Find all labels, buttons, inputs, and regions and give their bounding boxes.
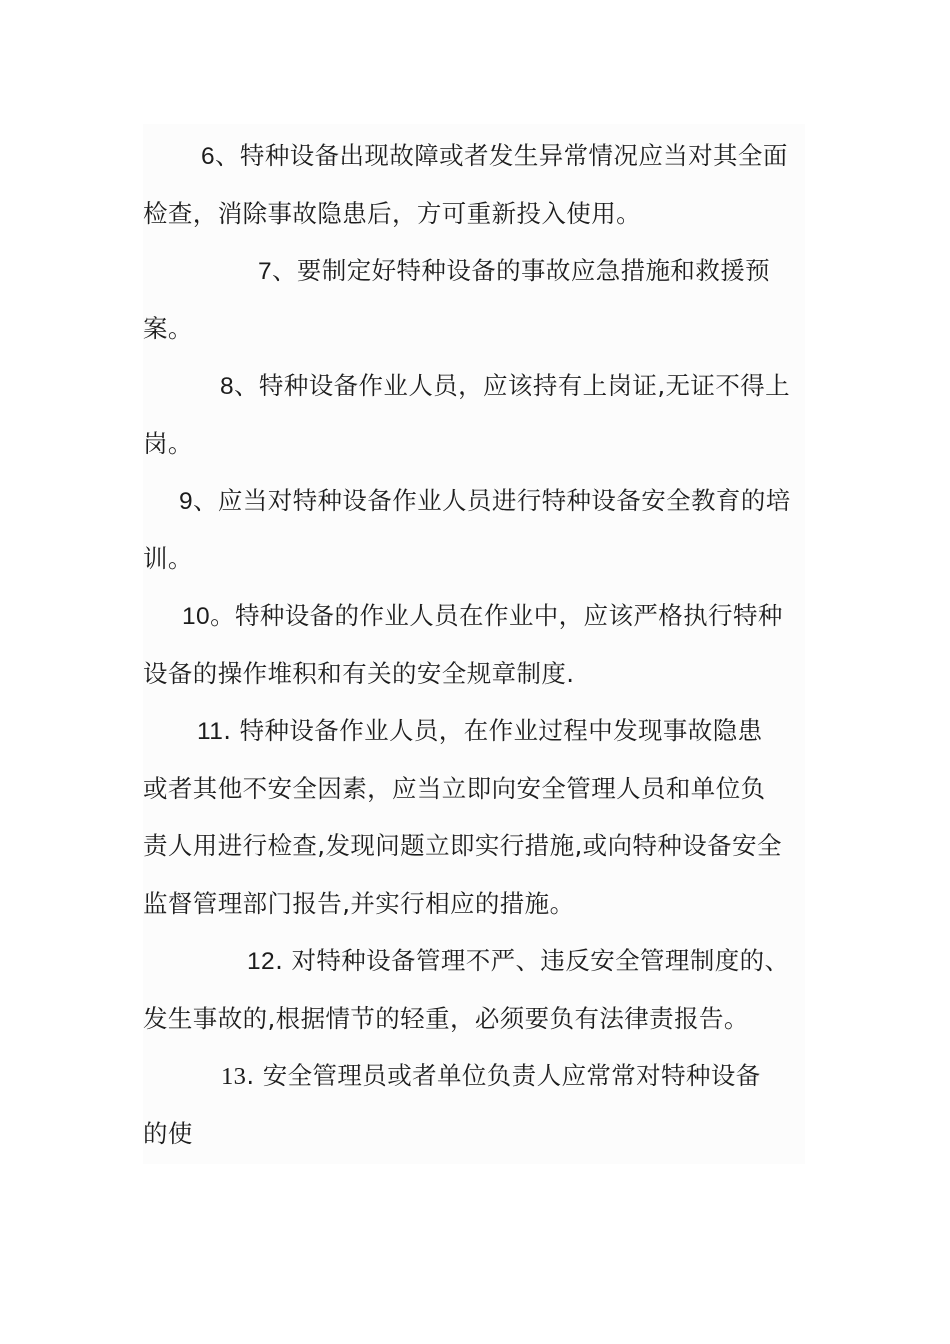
paragraph-12-line-2 — [143, 999, 749, 1039]
line-text: 设备的操作堆积和有关的安全规章制度. — [143, 659, 575, 688]
paragraph-10-line-1 — [182, 596, 783, 636]
line-text: 责人用进行检查,发现问题立即实行措施,或向特种设备安全 — [143, 831, 782, 860]
item-number: 13 — [221, 1063, 247, 1090]
line-text: 、要制定好特种设备的事故应急措施和救援预 — [272, 256, 771, 285]
line-text: 的使 — [143, 1119, 193, 1148]
line-text: . 安全管理员或者单位负责人应常常对特种设备 — [246, 1061, 761, 1090]
paragraph-6-line-1 — [201, 136, 788, 176]
item-number: 9 — [179, 488, 194, 515]
paragraph-13-line-2 — [143, 1114, 193, 1154]
paragraph-9-line-2 — [143, 539, 193, 579]
paragraph-9-line-1 — [179, 481, 791, 521]
line-text: 、特种设备作业人员，应该持有上岗证,无证不得上 — [234, 371, 791, 400]
line-text: 案。 — [143, 314, 193, 343]
paragraph-11-line-1 — [197, 711, 763, 751]
line-text: 或者其他不安全因素，应当立即向安全管理人员和单位负 — [143, 774, 766, 803]
paragraph-11-line-2 — [143, 769, 766, 809]
paragraph-8-line-1 — [220, 366, 790, 406]
line-text: 检查，消除事故隐患后，方可重新投入使用。 — [143, 199, 641, 228]
item-number: 7 — [258, 258, 273, 285]
line-text: 、特种设备出现故障或者发生异常情况应当对其全面 — [215, 141, 788, 170]
line-text: . 特种设备作业人员，在作业过程中发现事故隐患 — [223, 716, 763, 745]
item-number: 6 — [201, 143, 216, 170]
line-text: 。特种设备的作业人员在作业中，应该严格执行特种 — [210, 601, 783, 630]
line-text: 、应当对特种设备作业人员进行特种设备安全教育的培 — [193, 486, 791, 515]
item-number: 8 — [220, 373, 235, 400]
paragraph-6-line-2 — [143, 194, 641, 234]
paragraph-11-line-3 — [143, 826, 782, 866]
line-text: 岗。 — [143, 429, 193, 458]
line-text: 训。 — [143, 544, 193, 573]
item-number: 11 — [197, 718, 224, 745]
item-number: 12 — [247, 948, 276, 975]
text-block — [143, 124, 805, 1164]
paragraph-12-line-1 — [247, 941, 789, 981]
paragraph-13-line-1 — [221, 1056, 761, 1096]
item-number: 10 — [182, 603, 211, 630]
paragraph-8-line-2 — [143, 424, 193, 464]
paragraph-7-line-2 — [143, 309, 193, 349]
line-text: 发生事故的,根据情节的轻重，必须要负有法律责报告。 — [143, 1004, 749, 1033]
paragraph-11-line-4 — [143, 884, 575, 924]
paragraph-10-line-2 — [143, 654, 575, 694]
line-text: 监督管理部门报告,并实行相应的措施。 — [143, 889, 575, 918]
line-text: . 对特种设备管理不严、违反安全管理制度的、 — [275, 946, 790, 975]
paragraph-7-line-1 — [258, 251, 770, 291]
